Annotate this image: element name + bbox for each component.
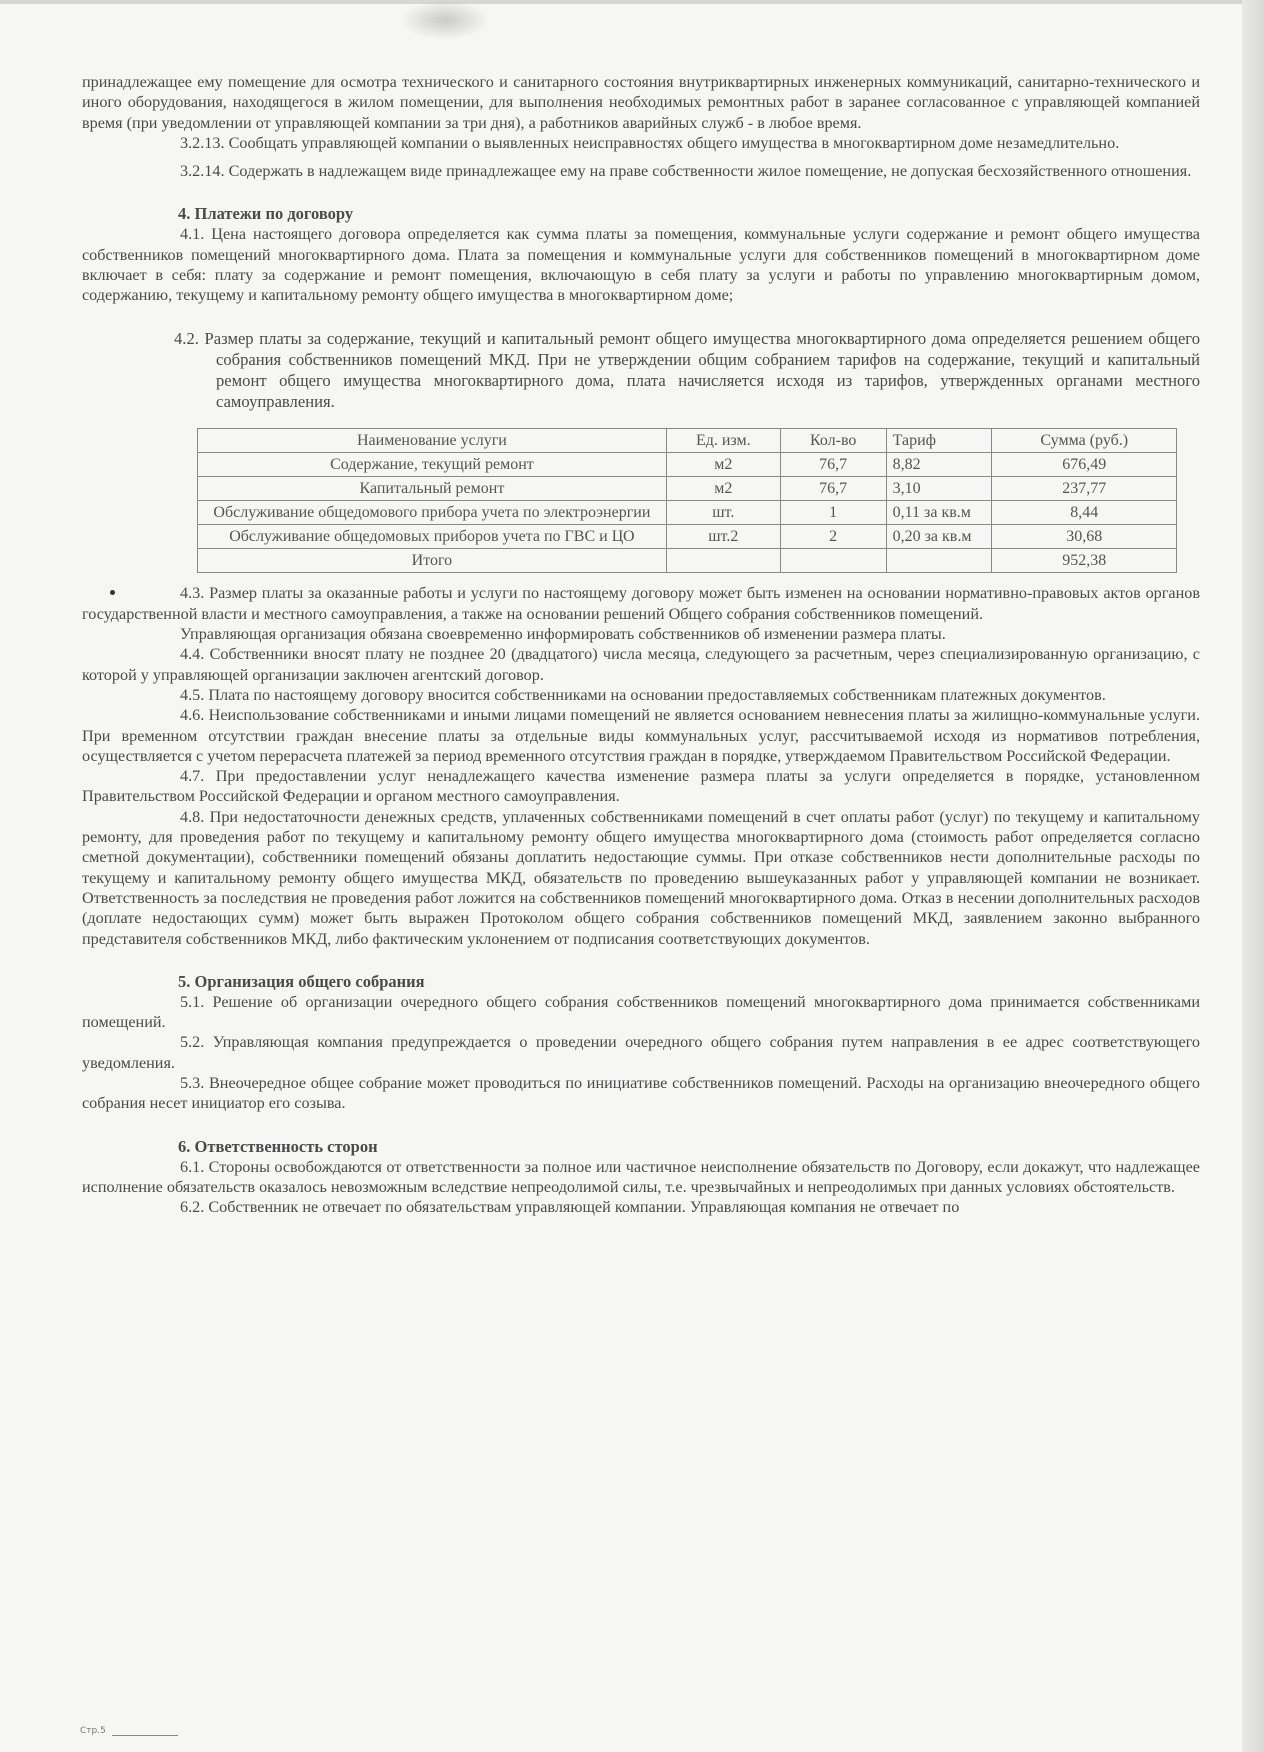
paragraph-4-1: 4.1. Цена настоящего договора определяется как сумма платы за помещения, коммунальные услуги содержание и ремонт общего имущества собственников помещений многоквартирного дома. Плата за помещения и коммунальные услуги для собственников помещений в многоквартирном доме включает в себя: плату за содержание и ремонт помещения, включающую в себя плату за услуги и работы по управлению многоквартирным домом, содержанию, текущему и капитальному ремонту общего имущества в многоквартирном доме; [82,225,1200,305]
paragraph-5-1: 5.1. Решение об организации очередного общего собрания собственников помещений многоквартирного дома принимается собственниками помещений. [82,992,1200,1032]
header-tariff: Тариф [886,429,992,453]
section-5-heading: 5. Организация общего собрания [178,971,425,991]
bullet-dot-icon [110,590,115,595]
paragraph-6-1: 6.1. Стороны освобождаются от ответственности за полное или частичное неисполнение обязательств по Договору, если докажут, что надлежащее исполнение обязательств оказалось невозможным вследствие непреодолимой силы, т.е. чрезвычайных и непреодолимых при данных условиях обстоятельств. [82,1157,1200,1196]
table-row [198,477,1177,501]
cell-tariff: 3,10 [886,477,992,501]
paragraph-6-2: 6.2. Собственник не отвечает по обязательствам управляющей компании. Управляющая компания не отвечает по [180,1198,960,1217]
paragraph-4-6: 4.6. Неиспользование собственниками и иными лицами помещений не является основанием невнесения платы за жилищно-коммунальные услуги. При временном отсутствии граждан внесение платы за отдельные виды коммунальных услуг, рассчитываемой исходя из нормативов потребления, осуществляется с учетом перерасчета платежей за период временного отсутствия граждан в порядке, утверждаемом Правительством Российской Федерации. [82,706,1200,765]
cell-qty: 76,7 [780,453,886,477]
paragraph-5-2: 5.2. Управляющая компания предупреждается о проведении очередного общего собрания путем направления в ее адрес соответствующего уведомления. [82,1033,1200,1072]
header-sum: Сумма (руб.) [992,429,1177,453]
page-number: Стр.5 [80,1726,106,1736]
cell-unit [666,549,780,573]
scan-smudge [400,0,490,40]
cell-qty [780,549,886,573]
cell-unit: м2 [666,477,780,501]
paragraph-3-2-13: 3.2.13. Сообщать управляющей компании о выявленных неисправностях общего имущества в многоквартирном доме незамедлительно. [180,133,1120,152]
cell-tariff [886,549,992,573]
tariff-table [197,428,1177,573]
paragraph-4-7: 4.7. При предоставлении услуг ненадлежащего качества изменение размера платы за услуги определяется в порядке, установленном Правительством Российской Федерации и органом местного самоуправления. [82,767,1200,806]
cell-sum: 237,77 [992,477,1177,501]
document-body [82,72,1200,1218]
header-service: Наименование услуги [198,429,667,453]
paragraph-4-2: 4.2. Размер платы за содержание, текущий и капитальный ремонт общего имущества многоквартирного дома определяется решением общего собрания собственников помещений МКД. При не утверждении общим собранием тарифов на содержание, текущий и капитальный ремонт общего имущества многоквартирного дома, плата начисляется исходя из тарифов, утвержденных органами местного самоуправления. [174,328,1200,412]
cell-service: Обслуживание общедомовых приборов учета по ГВС и ЦО [198,525,667,549]
section-6-heading: 6. Ответственность сторон [178,1136,378,1156]
paragraph-4-3-note: Управляющая организация обязана своевременно информировать собственников об изменении размера платы. [180,625,946,644]
cell-service: Капитальный ремонт [198,477,667,501]
table-header-row [198,429,1177,453]
scan-top-edge [0,0,1264,4]
cell-unit: шт. [666,501,780,525]
cell-service: Обслуживание общедомового прибора учета по электроэнергии [198,501,667,525]
cell-tariff: 0,20 за кв.м [886,525,992,549]
cell-unit: м2 [666,453,780,477]
cell-tariff: 0,11 за кв.м [886,501,992,525]
paragraph-3-2-14: 3.2.14. Содержать в надлежащем виде принадлежащее ему на праве собственности жилое помещение, не допуская бесхозяйственного отношения. [180,162,1192,181]
cell-qty: 1 [780,501,886,525]
scan-right-edge [1242,0,1264,1752]
cell-sum: 30,68 [992,525,1177,549]
paragraph-4-4: 4.4. Собственники вносят плату не позднее 20 (двадцатого) числа месяца, следующего за расчетным, через специализированную организацию, с которой у управляющей организации заключен агентский договор. [82,645,1200,684]
table-total-row [198,549,1177,573]
cell-qty: 2 [780,525,886,549]
footer-underline [112,1735,178,1736]
table-row [198,453,1177,477]
header-unit: Ед. изм. [666,429,780,453]
cell-tariff: 8,82 [886,453,992,477]
header-qty: Кол-во [780,429,886,453]
table-row [198,525,1177,549]
cell-sum: 952,38 [992,549,1177,573]
paragraph-4-8: 4.8. При недостаточности денежных средств, уплаченных собственниками помещений в счет оплаты работ (услуг) по текущему и капитальному ремонту, для проведения работ по текущему и капитальному ремонту общего имущества многоквартирного дома (стоимость работ определяется согласно сметной документации), собственники помещений обязаны доплатить недостающие суммы. При отказе собственников нести дополнительные расходы по текущему и капитальному ремонту общего имущества МКД, обязательств по проведению вышеуказанных работ у управляющей компании не возникает. Ответственность за последствия не проведения работ ложится на собственников помещений многоквартирного дома. Отказ в несении дополнительных расходов (доплате недостающих сумм) может быть выражен Протоколом общего собрания собственников помещений МКД, заявлением законно выбранного представителя собственников МКД, либо фактическим уклонением от подписания соответствующих документов. [82,807,1200,948]
cell-unit: шт.2 [666,525,780,549]
cell-qty: 76,7 [780,477,886,501]
cell-service: Содержание, текущий ремонт [198,453,667,477]
table-row [198,501,1177,525]
section-4-heading: 4. Платежи по договору [178,204,354,224]
cell-sum: 676,49 [992,453,1177,477]
paragraph-3-2-12-cont: принадлежащее ему помещение для осмотра технического и санитарного состояния внутриквартирных инженерных коммуникаций, санитарно-технического и иного оборудования, находящегося в жилом помещении, для выполнения необходимых ремонтных работ в заранее согласованное с управляющей компанией время (при уведомлении от управляющей компании за три дня), а работников аварийных служб - в любое время. [82,73,1200,132]
paragraph-5-3: 5.3. Внеочередное общее собрание может проводиться по инициативе собственников помещений. Расходы на организацию внеочередного общего собрания несет инициатор его созыва. [82,1074,1200,1113]
cell-service: Итого [198,549,667,573]
paragraph-4-5: 4.5. Плата по настоящему договору вносится собственниками на основании предоставляемых собственникам платежных документов. [180,685,1106,704]
cell-sum: 8,44 [992,501,1177,525]
paragraph-4-3: 4.3. Размер платы за оказанные работы и услуги по настоящему договору может быть изменен на основании нормативно-правовых актов органов государственной власти и местного самоуправления, а также на основании решений Общего собрания собственников помещений. [82,584,1200,623]
